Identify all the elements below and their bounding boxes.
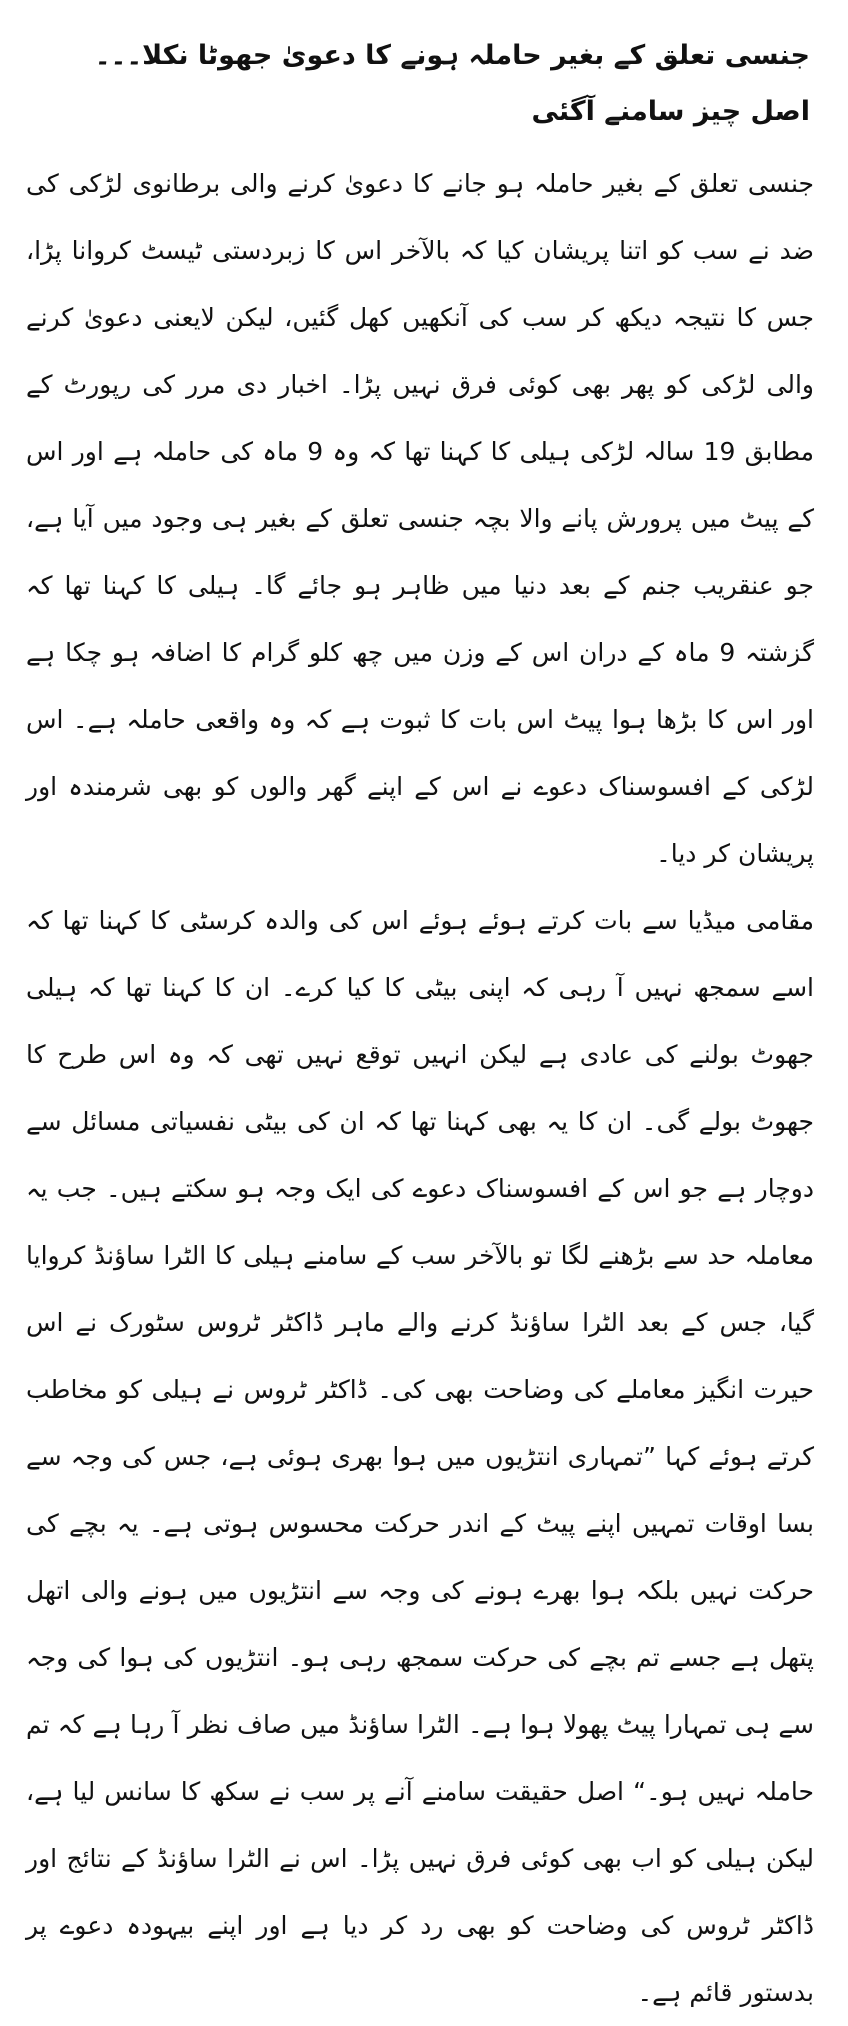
article-paragraph-2: مقامی میڈیا سے بات کرتے ہوئے ہوئے اس کی والدہ کرسٹی کا کہنا تھا کہ اسے سمجھ نہیں آ رہی کہ اپنی بیٹی کا کیا کرے۔ ان کا کہنا تھا کہ ہیلی جھوٹ بولنے کی عادی ہے لیکن انہیں توقع نہیں تھی کہ وہ اس طرح کا جھوٹ بولے گی۔ ان کا یہ بھی کہنا تھا کہ ان کی بیٹی نفسیاتی مسائل سے دوچار ہے جو اس کے افسوسناک دعوے کی ایک وجہ ہو سکتے ہیں۔ جب یہ معاملہ حد سے بڑھنے لگا تو بالآخر سب کے سامنے ہیلی کا الٹرا ساؤنڈ کروایا گیا، جس کے بعد الٹرا ساؤنڈ کرنے والے ماہر ڈاکٹر ٹروس سٹورک نے اس حیرت انگیز معاملے کی وضاحت بھی کی۔ ڈاکٹر ٹروس نے ہیلی کو مخاطب کرتے ہوئے کہا ”تمہاری انتڑیوں میں ہوا بھری ہوئی ہے، جس کی وجہ سے بسا اوقات تمہیں اپنے پیٹ کے اندر حرکت محسوس ہوتی ہے۔ یہ بچے کی حرکت نہیں بلکہ ہوا بھرے ہونے کی وجہ سے انتڑیوں میں ہونے والی اتھل پتھل ہے جسے تم بچے کی حرکت سمجھ رہی ہو۔ انتڑیوں کی ہوا کی وجہ سے ہی تمہارا پیٹ پھولا ہوا ہے۔ الٹرا ساؤنڈ میں صاف نظر آ رہا ہے کہ تم حاملہ نہیں ہو۔“ اصل حقیقت سامنے آنے پر سب نے سکھ کا سانس لیا ہے، لیکن ہیلی کو اب بھی کوئی فرق نہیں پڑا۔ اس نے الٹرا ساؤنڈ کے نتائج اور ڈاکٹر ٹروس کی وضاحت کو بھی رد کر دیا ہے اور اپنے بیہودہ دعوے پر بدستور قائم ہے۔ [26,906,814,2007]
article-headline: جنسی تعلق کے بغیر حاملہ ہونے کا دعویٰ جھوٹا نکلا۔۔۔ اصل چیز سامنے آگئی [94,40,810,127]
article-paragraph-1: جنسی تعلق کے بغیر حاملہ ہو جانے کا دعویٰ کرنے والی برطانوی لڑکی کی ضد نے سب کو اتنا پریشان کیا کہ بالآخر اس کا زبردستی ٹیسٹ کروانا پڑا، جس کا نتیجہ دیکھ کر سب کی آنکھیں کھل گئیں، لیکن لایعنی دعویٰ کرنے والی لڑکی کو پھر بھی کوئی فرق نہیں پڑا۔ اخبار دی مرر کی رپورٹ کے مطابق 19 سالہ لڑکی ہیلی کا کہنا تھا کہ وہ 9 ماہ کی حاملہ ہے اور اس کے پیٹ میں پرورش پانے والا بچہ جنسی تعلق کے بغیر ہی وجود میں آیا ہے، جو عنقریب جنم کے بعد دنیا میں ظاہر ہو جائے گا۔ ہیلی کا کہنا تھا کہ گزشتہ 9 ماہ کے دران اس کے وزن میں چھ کلو گرام کا اضافہ ہو چکا ہے اور اس کا بڑھا ہوا پیٹ اس بات کا ثبوت ہے کہ وہ واقعی حاملہ ہے۔ اس لڑکی کے افسوسناک دعوے نے اس کے اپنے گھر والوں کو بھی شرمندہ اور پریشان کر دیا۔ [26,169,814,868]
